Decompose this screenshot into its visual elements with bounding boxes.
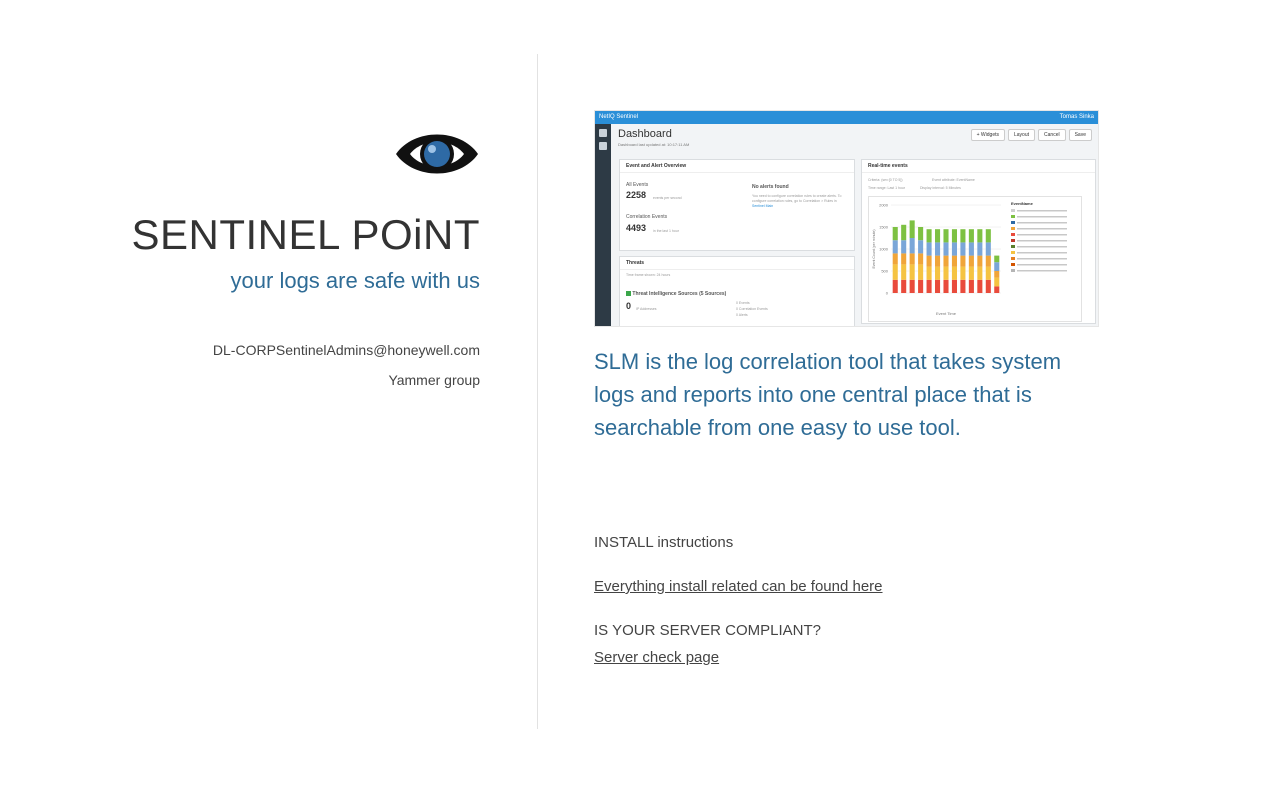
preview-ip-value: 0 bbox=[626, 301, 632, 311]
preview-chart-bar-segment bbox=[935, 267, 940, 280]
preview-realtime-attr: Event attribute: EventName bbox=[932, 178, 975, 182]
preview-chart-legend-text-line bbox=[1017, 210, 1067, 212]
preview-chart-bar-segment bbox=[969, 229, 974, 242]
preview-chart-bar-segment bbox=[927, 242, 932, 255]
preview-threats-title: Threats bbox=[620, 257, 854, 270]
preview-threats-panel bbox=[619, 256, 855, 327]
preview-chart-bar-segment bbox=[910, 238, 915, 253]
preview-chart-legend-text-line bbox=[1017, 264, 1067, 266]
preview-chart-bar-segment bbox=[893, 240, 898, 253]
preview-chart-legend-text-line bbox=[1017, 234, 1067, 236]
preview-chart-bar-segment bbox=[994, 262, 999, 271]
preview-threat-item: 0 Alerts bbox=[736, 313, 748, 317]
preview-chart-y-label: Event Count (per minute) bbox=[872, 229, 876, 269]
preview-chart-bar-segment bbox=[969, 280, 974, 293]
preview-alerts-link: Sentinel Main bbox=[752, 204, 774, 208]
contact-email: DL-CORPSentinelAdmins@honeywell.com bbox=[212, 342, 480, 358]
preview-realtime-panel bbox=[861, 159, 1096, 324]
preview-chart-legend-swatch bbox=[1011, 257, 1015, 260]
preview-chart-tick-label: 0 bbox=[885, 290, 888, 296]
preview-realtime-criteria: Criteria: (sev:[0 TO 5]) bbox=[868, 178, 903, 182]
preview-chart-bar-segment bbox=[977, 280, 982, 293]
preview-chart-legend-swatch bbox=[1011, 239, 1015, 242]
preview-realtime-title: Real-time events bbox=[862, 160, 1095, 173]
preview-chart-bar-segment bbox=[994, 286, 999, 293]
preview-chart-legend-title: EventName bbox=[1011, 201, 1033, 206]
preview-stacked-bar-chart bbox=[869, 197, 1081, 321]
preview-chart-bar-segment bbox=[960, 280, 965, 293]
preview-chart-bar-segment bbox=[969, 267, 974, 280]
preview-chart-bar-segment bbox=[943, 256, 948, 267]
preview-chart-bar-segment bbox=[986, 256, 991, 267]
install-link[interactable]: Everything install related can be found here bbox=[594, 578, 883, 595]
preview-all-events-unit: events per second bbox=[653, 196, 682, 200]
preview-sidebar bbox=[595, 124, 611, 327]
preview-chart-bar-segment bbox=[994, 256, 999, 263]
preview-chart-bar-segment bbox=[901, 264, 906, 279]
preview-event-panel bbox=[619, 159, 855, 251]
compliance-heading: IS YOUR SERVER COMPLIANT? bbox=[594, 622, 822, 639]
preview-chart-bar-segment bbox=[943, 229, 948, 242]
install-heading: INSTALL instructions bbox=[594, 534, 734, 551]
preview-chart-bar-segment bbox=[901, 240, 906, 253]
preview-chart-bar-segment bbox=[893, 253, 898, 264]
preview-user: Tomas Sinka bbox=[1059, 114, 1094, 120]
preview-chart-bar-segment bbox=[918, 264, 923, 279]
preview-all-events-label: All Events bbox=[626, 182, 649, 188]
preview-chart-bar-segment bbox=[977, 242, 982, 255]
preview-ip-label: IP Addresses bbox=[636, 307, 657, 311]
column-divider bbox=[537, 54, 538, 729]
preview-chart-bar-segment bbox=[969, 242, 974, 255]
preview-chart-legend-text-line bbox=[1017, 240, 1067, 242]
preview-chart-bar-segment bbox=[901, 253, 906, 264]
preview-chart-legend-text-line bbox=[1017, 246, 1067, 248]
preview-chart-bar-segment bbox=[935, 280, 940, 293]
preview-dashboard-title: Dashboard bbox=[618, 128, 672, 140]
preview-dashboard-subtitle: Dashboard last updated at: 10:17:11 AM bbox=[618, 142, 690, 147]
preview-chart-x-label: Event Time bbox=[935, 311, 957, 316]
preview-chart-tick-label: 1000 bbox=[879, 246, 888, 252]
preview-chart-legend-text-line bbox=[1017, 222, 1067, 224]
preview-chart-bar-segment bbox=[960, 267, 965, 280]
preview-chart-bar-segment bbox=[960, 242, 965, 255]
preview-chart-bar-segment bbox=[943, 267, 948, 280]
preview-chart-bar-segment bbox=[935, 256, 940, 267]
preview-alerts-description: You need to configure correlation rules to create alerts. To configure correlation rules, go to Correlation > Rules in bbox=[752, 194, 842, 203]
preview-chart-bar-segment bbox=[918, 240, 923, 253]
preview-chart-bar-segment bbox=[910, 253, 915, 264]
yammer-group-label: Yammer group bbox=[388, 372, 480, 388]
preview-chart-bar-segment bbox=[977, 229, 982, 242]
preview-chart-tick-label: 500 bbox=[881, 268, 888, 274]
preview-chart-legend-swatch bbox=[1011, 245, 1015, 248]
preview-alerts-title: No alerts found bbox=[752, 184, 789, 190]
preview-chart-bar-segment bbox=[986, 280, 991, 293]
preview-chart-legend-text-line bbox=[1017, 228, 1067, 230]
preview-chart-bar-segment bbox=[893, 280, 898, 293]
preview-chart-bar-segment bbox=[986, 229, 991, 242]
preview-chart-bar-segment bbox=[952, 267, 957, 280]
preview-chart-bar-segment bbox=[977, 267, 982, 280]
preview-chart-legend-text-line bbox=[1017, 216, 1067, 218]
preview-chart-bar-segment bbox=[893, 264, 898, 279]
preview-chart-bar-segment bbox=[952, 229, 957, 242]
preview-chart-tick-label: 1500 bbox=[879, 224, 888, 230]
preview-chart-bar-segment bbox=[986, 267, 991, 280]
preview-chart-bar-segment bbox=[943, 280, 948, 293]
preview-chart-bar-segment bbox=[994, 278, 999, 287]
check-icon bbox=[626, 291, 631, 296]
preview-threats-sub: Time frame shown: 24 hours bbox=[626, 273, 671, 277]
preview-chart-legend-swatch bbox=[1011, 209, 1015, 212]
preview-chart-bar-segment bbox=[986, 242, 991, 255]
preview-chart-tick-label: 2000 bbox=[879, 202, 888, 208]
preview-chart-legend-swatch bbox=[1011, 251, 1015, 254]
preview-correlation-unit: in the last 1 hour bbox=[653, 229, 679, 233]
preview-chart-bar-segment bbox=[910, 280, 915, 293]
preview-chart-bar-segment bbox=[943, 242, 948, 255]
preview-save-button: Save bbox=[1069, 129, 1092, 141]
preview-chart-legend-swatch bbox=[1011, 215, 1015, 218]
preview-chart-bar-segment bbox=[977, 256, 982, 267]
preview-toolbar bbox=[971, 129, 1092, 141]
preview-chart-legend-swatch bbox=[1011, 227, 1015, 230]
preview-threat-sources bbox=[626, 291, 726, 297]
home-icon bbox=[599, 129, 607, 137]
preview-chart-bar-segment bbox=[927, 280, 932, 293]
preview-layout-button: Layout bbox=[1008, 129, 1035, 141]
preview-chart-bar-segment bbox=[952, 280, 957, 293]
preview-chart-legend-swatch bbox=[1011, 233, 1015, 236]
server-check-link[interactable]: Server check page bbox=[594, 649, 720, 666]
preview-correlation-label: Correlation Events bbox=[626, 214, 668, 220]
preview-chart-bar-segment bbox=[935, 242, 940, 255]
preview-chart-bar-segment bbox=[901, 225, 906, 240]
preview-all-events-value: 2258 bbox=[626, 190, 647, 200]
preview-chart-bar-segment bbox=[910, 264, 915, 279]
preview-cancel-button: Cancel bbox=[1038, 129, 1066, 141]
product-description: SLM is the log correlation tool that takes system logs and reports into one central place that is searchable from one easy to use tool. bbox=[594, 349, 1062, 440]
brand-tagline: your logs are safe with us bbox=[230, 268, 480, 293]
preview-chart-bar-segment bbox=[960, 256, 965, 267]
preview-chart-legend-swatch bbox=[1011, 221, 1015, 224]
preview-chart-legend-text-line bbox=[1017, 258, 1067, 260]
preview-chart-bar-segment bbox=[918, 227, 923, 240]
preview-chart-bar-segment bbox=[952, 242, 957, 255]
preview-threat-item: 0 Correlation Events bbox=[736, 307, 768, 311]
preview-topbar bbox=[595, 111, 1098, 124]
preview-chart-bar-segment bbox=[927, 229, 932, 242]
eye-icon bbox=[394, 126, 480, 182]
preview-chart-bar-segment bbox=[927, 267, 932, 280]
preview-alerts-text bbox=[752, 194, 848, 209]
preview-chart-bar-segment bbox=[935, 229, 940, 242]
preview-chart-bar-segment bbox=[918, 253, 923, 264]
settings-icon bbox=[599, 142, 607, 150]
preview-chart-bar-segment bbox=[927, 256, 932, 267]
preview-chart-bar-segment bbox=[910, 220, 915, 238]
preview-realtime-range: Time range: Last 1 hour bbox=[868, 186, 906, 190]
preview-threat-sources-label: Threat Intelligence Sources (5 Sources) bbox=[632, 291, 727, 297]
preview-chart-legend-text-line bbox=[1017, 270, 1067, 272]
preview-threat-item: 0 Events bbox=[736, 301, 750, 305]
preview-chart-legend-swatch bbox=[1011, 269, 1015, 272]
preview-correlation-value: 4493 bbox=[626, 223, 647, 233]
brand-title: SENTINEL POiNT bbox=[131, 211, 480, 258]
preview-chart-legend-swatch bbox=[1011, 263, 1015, 266]
preview-chart-bar-segment bbox=[901, 280, 906, 293]
preview-chart-bar-segment bbox=[960, 229, 965, 242]
preview-event-panel-title: Event and Alert Overview bbox=[620, 160, 854, 173]
preview-chart-bar-segment bbox=[952, 256, 957, 267]
preview-chart-frame bbox=[868, 196, 1082, 322]
preview-realtime-interval: Display interval: 5 Minutes bbox=[920, 186, 961, 190]
dashboard-preview-image bbox=[594, 110, 1099, 327]
preview-chart-legend-text-line bbox=[1017, 252, 1067, 254]
preview-chart-bar-segment bbox=[918, 280, 923, 293]
preview-chart-bar-segment bbox=[969, 256, 974, 267]
preview-chart-bar-segment bbox=[893, 227, 898, 240]
preview-widgets-button: + Widgets bbox=[971, 129, 1005, 141]
preview-app-name: NetIQ Sentinel bbox=[599, 114, 639, 120]
preview-chart-bar-segment bbox=[994, 271, 999, 278]
